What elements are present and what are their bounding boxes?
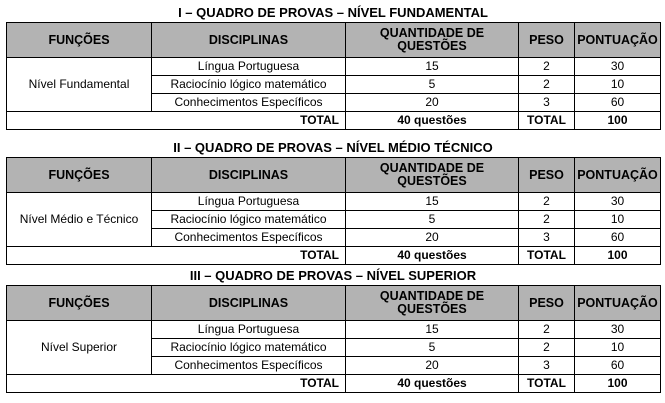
header-pontuacao: PONTUAÇÃO [575,23,661,58]
disciplina-cell: Conhecimentos Específicos [152,357,346,375]
total-label: TOTAL [7,112,346,130]
peso-cell: 2 [519,76,575,94]
header-peso: PESO [519,23,575,58]
exam-table-fundamental [6,22,661,130]
funcao-cell: Nível Superior [7,321,152,375]
total-pontuacao: 100 [575,375,661,393]
quantidade-cell: 20 [346,94,519,112]
header-pontuacao: PONTUAÇÃO [575,286,661,321]
section-title: III – QUADRO DE PROVAS – NÍVEL SUPERIOR [189,268,477,283]
section-superior [6,267,660,393]
total-label: TOTAL [7,375,346,393]
section-title: I – QUADRO DE PROVAS – NÍVEL FUNDAMENTAL [178,5,488,20]
header-funcoes: FUNÇÕES [7,23,152,58]
quantidade-cell: 20 [346,357,519,375]
header-peso: PESO [519,286,575,321]
total-row [7,112,661,130]
header-funcoes: FUNÇÕES [7,158,152,193]
total-row [7,375,661,393]
total-questoes: 40 questões [346,247,519,265]
disciplina-cell: Raciocínio lógico matemático [152,76,346,94]
total-peso: TOTAL [519,375,575,393]
section-medio-tecnico [6,139,660,265]
peso-cell: 2 [519,193,575,211]
peso-cell: 2 [519,211,575,229]
pontuacao-cell: 10 [575,339,661,357]
section-fundamental [6,4,660,130]
table-row [7,193,661,211]
peso-cell: 3 [519,229,575,247]
total-pontuacao: 100 [575,247,661,265]
header-row [7,286,661,321]
quantidade-cell: 15 [346,58,519,76]
funcao-cell: Nível Fundamental [7,58,152,112]
total-peso: TOTAL [519,112,575,130]
header-pontuacao: PONTUAÇÃO [575,158,661,193]
table-row [7,58,661,76]
disciplina-cell: Língua Portuguesa [152,193,346,211]
header-funcoes: FUNÇÕES [7,286,152,321]
header-row [7,23,661,58]
table-row [7,321,661,339]
pontuacao-cell: 30 [575,193,661,211]
header-disciplinas: DISCIPLINAS [152,158,346,193]
pontuacao-cell: 30 [575,58,661,76]
peso-cell: 3 [519,357,575,375]
total-label: TOTAL [7,247,346,265]
peso-cell: 2 [519,339,575,357]
section-title: II – QUADRO DE PROVAS – NÍVEL MÉDIO TÉCNICO [173,140,493,155]
exam-table-superior [6,285,661,393]
peso-cell: 2 [519,321,575,339]
total-peso: TOTAL [519,247,575,265]
header-row [7,158,661,193]
disciplina-cell: Conhecimentos Específicos [152,229,346,247]
exam-table-medio-tecnico [6,157,661,265]
header-quantidade: QUANTIDADE DE QUESTÕES [346,286,519,321]
peso-cell: 3 [519,94,575,112]
quantidade-cell: 20 [346,229,519,247]
pontuacao-cell: 60 [575,357,661,375]
pontuacao-cell: 10 [575,76,661,94]
funcao-cell: Nível Médio e Técnico [7,193,152,247]
total-row [7,247,661,265]
pontuacao-cell: 30 [575,321,661,339]
quantidade-cell: 5 [346,76,519,94]
quantidade-cell: 15 [346,193,519,211]
peso-cell: 2 [519,58,575,76]
pontuacao-cell: 10 [575,211,661,229]
header-disciplinas: DISCIPLINAS [152,23,346,58]
header-quantidade: QUANTIDADE DE QUESTÕES [346,23,519,58]
disciplina-cell: Raciocínio lógico matemático [152,211,346,229]
quantidade-cell: 5 [346,211,519,229]
disciplina-cell: Conhecimentos Específicos [152,94,346,112]
quantidade-cell: 15 [346,321,519,339]
pontuacao-cell: 60 [575,94,661,112]
header-peso: PESO [519,158,575,193]
disciplina-cell: Língua Portuguesa [152,58,346,76]
total-pontuacao: 100 [575,112,661,130]
quantidade-cell: 5 [346,339,519,357]
disciplina-cell: Língua Portuguesa [152,321,346,339]
pontuacao-cell: 60 [575,229,661,247]
header-disciplinas: DISCIPLINAS [152,286,346,321]
total-questoes: 40 questões [346,112,519,130]
total-questoes: 40 questões [346,375,519,393]
disciplina-cell: Raciocínio lógico matemático [152,339,346,357]
header-quantidade: QUANTIDADE DE QUESTÕES [346,158,519,193]
